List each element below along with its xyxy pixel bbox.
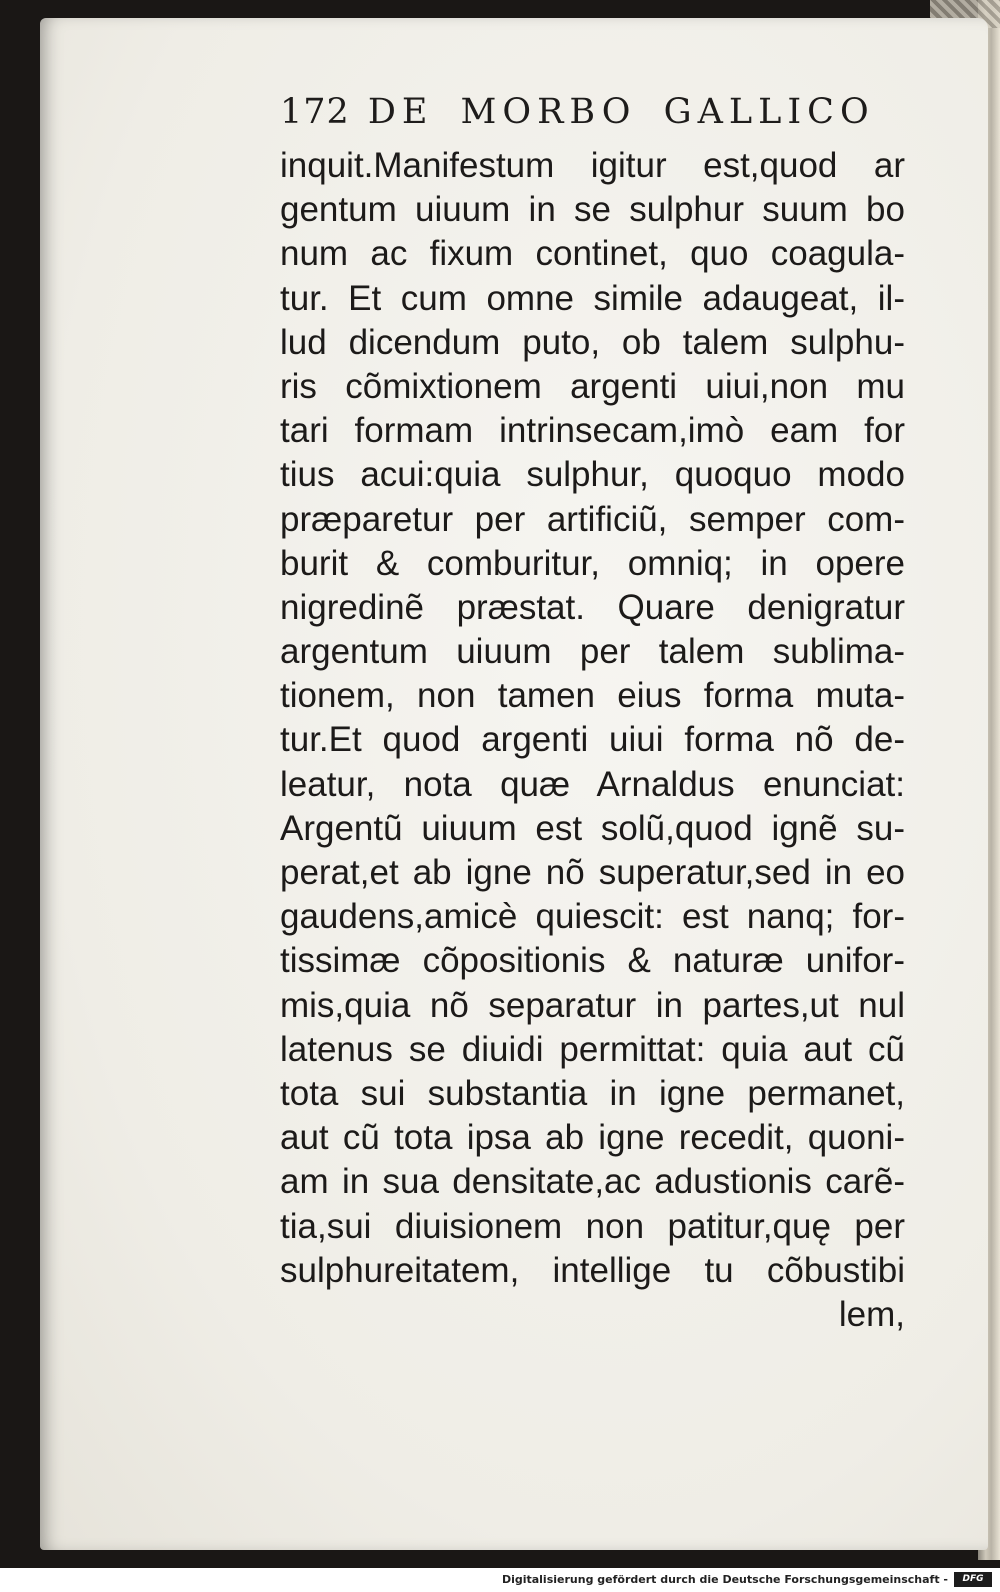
text-line: tur. Et cum omne simile adaugeat, il- [280,278,905,318]
text-line: tari formam intrinsecam,imò eam for [280,411,905,451]
text-line: mis,quia nõ separatur in partes,ut nul [280,985,905,1025]
text-line: tionem, non tamen eius forma muta- [280,676,905,716]
text-line: tur.Et quod argenti uiui forma nõ de- [280,720,905,760]
text-line: præparetur per artificiũ, semper com- [280,499,905,539]
text-line: burit & comburitur, omniq; in opere [280,543,905,583]
text-line: latenus se diuidi permittat: quia aut cũ [280,1029,905,1069]
text-line: nigredinẽ præstat. Quare denigratur [280,587,905,627]
funding-credit: Digitalisierung gefördert durch die Deutsche Forschungsgemeinschaft - [501,1573,948,1586]
page-number: 172 [280,92,350,132]
text-line: tota sui substantia in igne permanet, [280,1073,905,1113]
text-line: sulphureitatem, intellige tu cõbustibi [280,1250,905,1290]
text-line: perat,et ab igne nõ superatur,sed in eo [280,853,905,892]
text-line: ris cõmixtionem argenti uiui,non mu [280,366,905,406]
running-head [280,92,875,132]
digitization-footer [0,1568,1000,1592]
text-line: tius acui:quia sulphur, quoquo modo [280,455,905,495]
running-title: DE MORBO GALLICO [367,92,875,132]
text-line: lud dicendum puto, ob talem sulphu- [280,322,905,362]
text-line: inquit.Manifestum igitur est,quod ar [280,146,905,185]
text-line: gentum uiuum in se sulphur suum bo [280,190,905,230]
body-text-block [280,144,905,1337]
text-line: num ac fixum continet, quo coagula- [280,234,905,274]
text-line: leatur, nota quæ Arnaldus enunciat: [280,764,905,804]
dfg-logo: DFG [954,1572,992,1587]
text-line: gaudens,amicè quiescit: est nanq; for- [280,897,905,937]
text-line: am in sua densitate,ac adustionis carẽ- [280,1162,905,1202]
text-line: argentum uiuum per talem sublima- [280,632,905,672]
text-line: Argentũ uiuum est solũ,quod ignẽ su- [280,808,905,848]
text-line: aut cũ tota ipsa ab igne recedit, quoni- [280,1118,905,1158]
text-line: tissimæ cõpositionis & naturæ unifor- [280,941,905,981]
catchword-line: lem, [838,1294,905,1334]
text-line: tia,sui diuisionem non patitur,quę per [280,1206,905,1246]
